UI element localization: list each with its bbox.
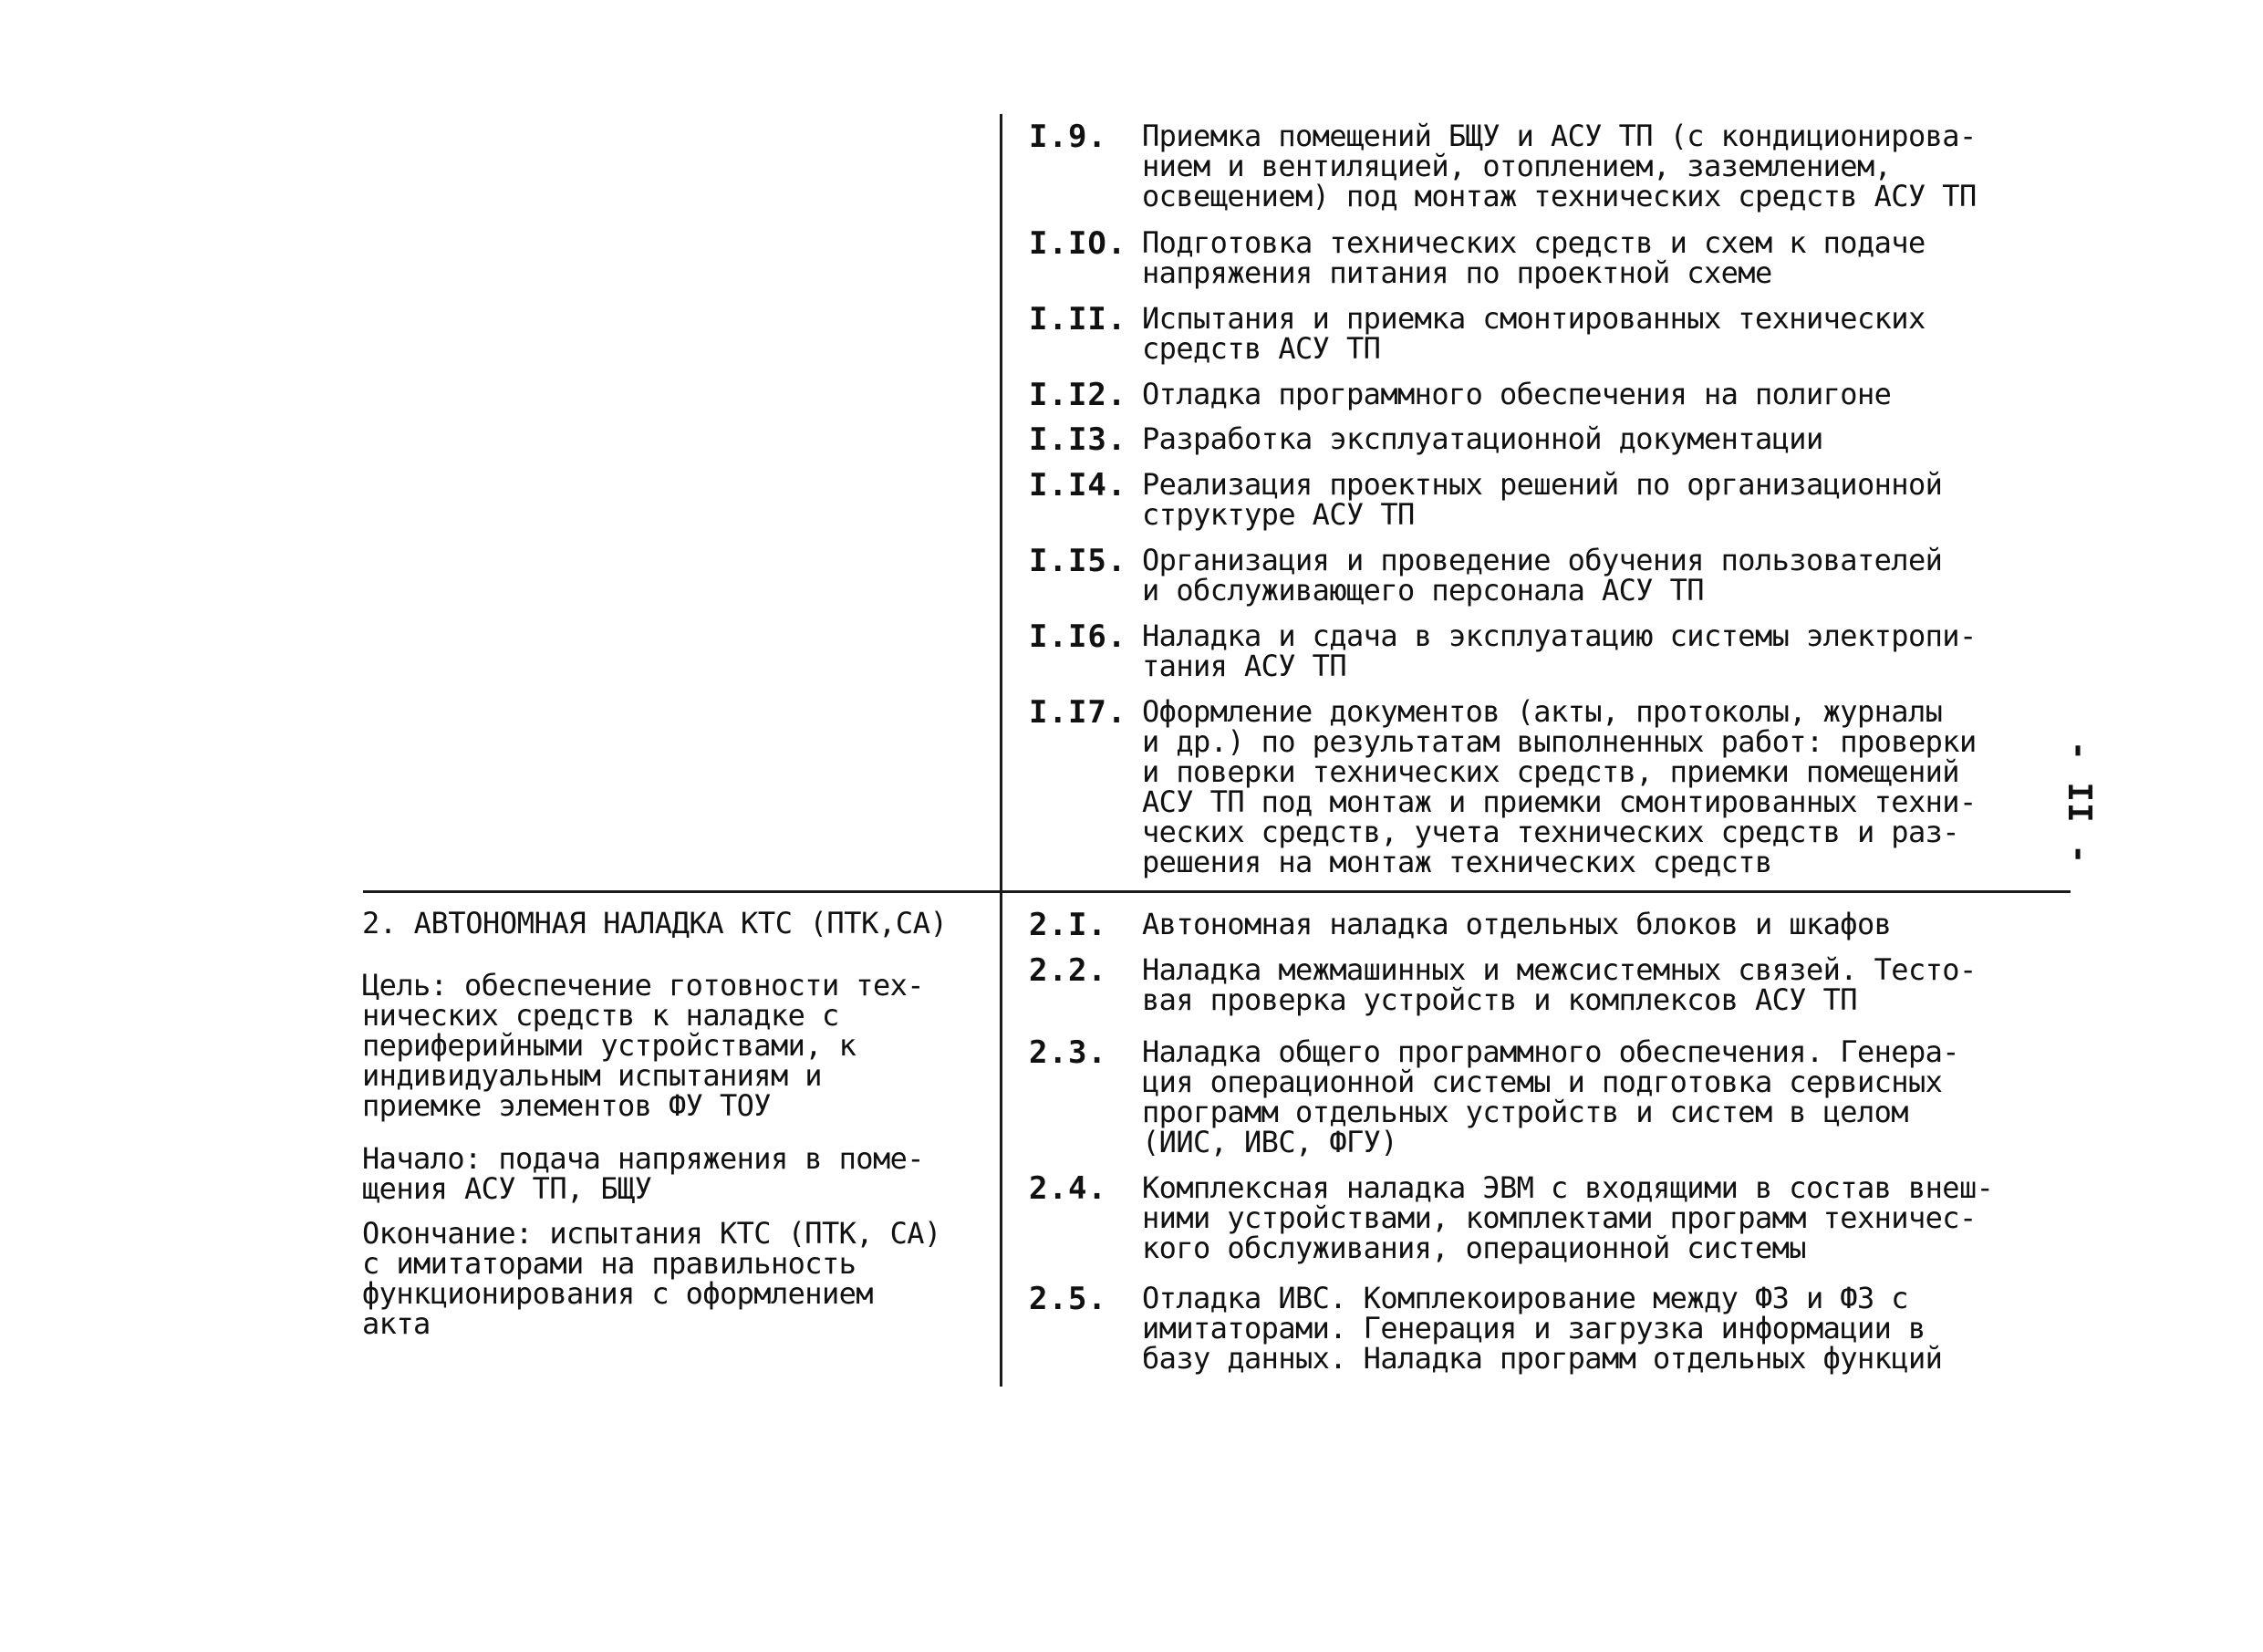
column-divider	[1000, 114, 1002, 1387]
section-start: Начало: подача напряжения в поме- щения АСУ ТП, БЩУ	[362, 1141, 924, 1206]
item-text: Наладка и сдача в эксплуатацию системы электропи- тания АСУ ТП	[1142, 618, 1977, 683]
item-number: I.9.	[1029, 119, 1107, 155]
item-text: Реализация проектных решений по организационной структуре АСУ ТП	[1142, 467, 1943, 532]
page-number: - II -	[2061, 741, 2098, 866]
item-number: I.I3.	[1029, 421, 1127, 458]
section-end: Окончание: испытания КТС (ПТК, СА) с имитаторами на правильность функционирования с оформлением акта	[362, 1216, 941, 1341]
item-number: I.I7.	[1029, 694, 1127, 731]
section-divider	[363, 890, 2071, 893]
item-number: 2.4.	[1029, 1170, 1107, 1207]
item-number: I.I6.	[1029, 618, 1127, 655]
item-text: Подготовка технических средств и схем к подаче напряжения питания по проектной схеме	[1142, 225, 1926, 290]
item-number: I.I4.	[1029, 467, 1127, 504]
item-text: Отладка ИВС. Комплекоирование между ФЗ и ФЗ с имитаторами. Генерация и загрузка информации в базу данных. Наладка программ отдельных функций	[1142, 1281, 1943, 1376]
item-number: I.IO.	[1029, 225, 1127, 262]
item-number: 2.2.	[1029, 952, 1107, 989]
item-number: I.II.	[1029, 301, 1127, 338]
item-text: Отладка программного обеспечения на полигоне	[1142, 377, 1892, 411]
section-title: 2. АВТОНОМНАЯ НАЛАДКА КТС (ПТК,СА)	[362, 906, 948, 940]
item-number: 2.3.	[1029, 1034, 1107, 1071]
item-number: I.I5.	[1029, 543, 1127, 579]
item-text: Наладка общего программного обеспечения. Генера- ция операционной системы и подготовка сервисных программ отдельных устройств и систем в целом (ИИС, ИВС, ФГУ)	[1142, 1034, 1959, 1159]
item-text: Разработка эксплуатационной документации	[1142, 421, 1823, 456]
item-number: I.I2.	[1029, 377, 1127, 413]
item-text: Наладка межмашинных и межсистемных связей. Тесто- вая проверка устройств и комплексов АСУ ТП	[1142, 952, 1977, 1017]
section-goal: Цель: обеспечение готовности тех- нических средств к наладке с периферийными устройствами, к индивидуальным испытаниям и приемке элементов ФУ ТОУ	[362, 968, 924, 1123]
item-text: Испытания и приемка смонтированных технических средств АСУ ТП	[1142, 301, 1926, 366]
item-text: Оформление документов (акты, протоколы, журналы и др.) по результатам выполненных работ: проверки и поверки технических средств, приемки помещений АСУ ТП под монтаж и приемки смонтированных техни- ческих средств, учета технических средств и раз- решения на монтаж технических средств	[1142, 694, 1977, 879]
item-number: 2.I.	[1029, 907, 1107, 943]
item-text: Комплексная наладка ЭВМ с входящими в состав внеш- ними устройствами, комплектами программ техничес- кого обслуживания, операционной системы	[1142, 1170, 1994, 1265]
item-text: Организация и проведение обучения пользователей и обслуживающего персонала АСУ ТП	[1142, 543, 1943, 608]
item-number: 2.5.	[1029, 1281, 1107, 1317]
item-text: Автономная наладка отдельных блоков и шкафов	[1142, 907, 1892, 941]
item-text: Приемка помещений БЩУ и АСУ ТП (с кондиционирова- нием и вентиляцией, отоплением, заземлением, освещением) под монтаж технических средств АСУ ТП	[1142, 119, 1977, 213]
